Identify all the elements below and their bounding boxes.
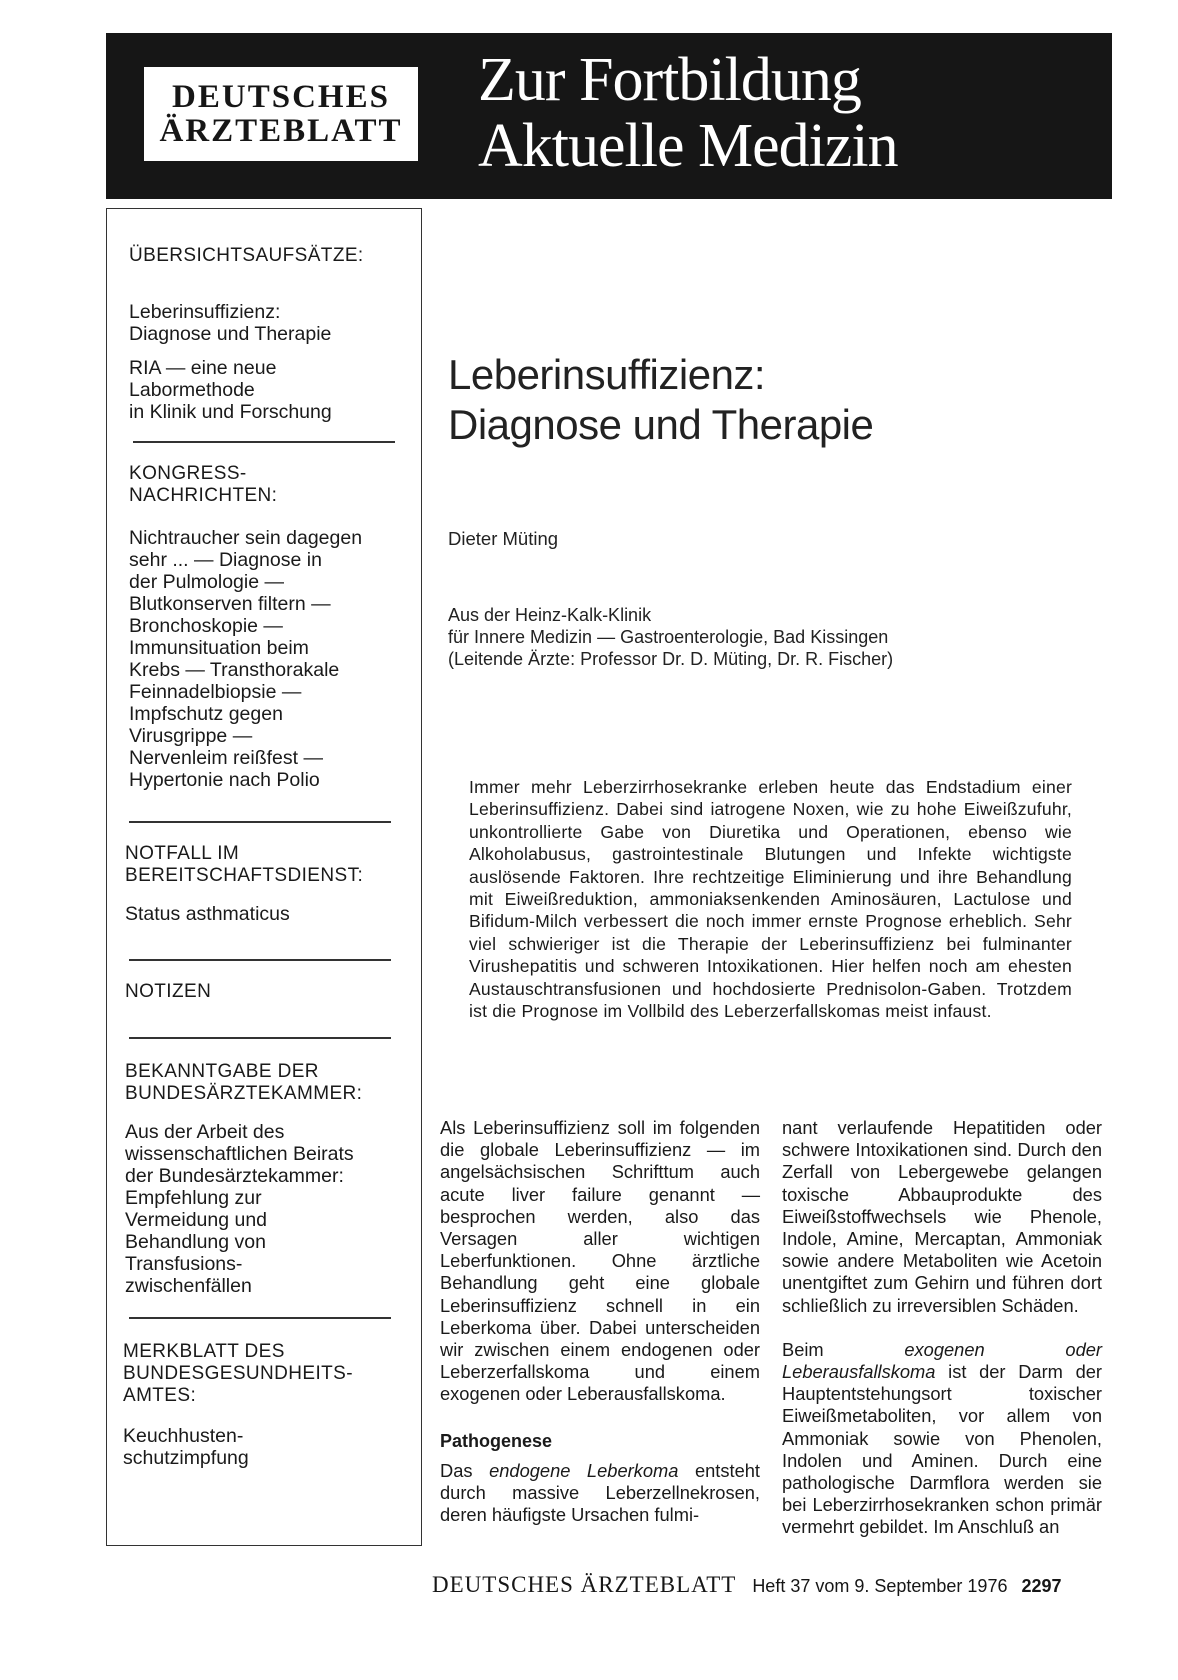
sidebar-item-leberinsuffizienz[interactable]: Leberinsuffizienz: Diagnose und Therapie (129, 301, 332, 345)
footer-journal-name: DEUTSCHES ÄRZTEBLATT (432, 1572, 737, 1597)
sidebar-heading-chamber: BEKANNTGABE DER BUNDESÄRZTEKAMMER: (125, 1061, 363, 1104)
footer-issue: Heft 37 vom 9. September 1976 (752, 1576, 1008, 1596)
sidebar-item-status-asthmaticus[interactable]: Status asthmaticus (125, 903, 290, 925)
journal-logo (140, 63, 422, 165)
sidebar-heading-health-office: MERKBLATT DES BUNDESGESUNDHEITS- AMTES: (123, 1341, 353, 1406)
article-author: Dieter Müting (448, 528, 559, 549)
sidebar-item-pertussis[interactable]: Keuchhusten- schutzimpfung (123, 1425, 249, 1469)
article-abstract: Immer mehr Leberzirrhosekranke erleben heute das Endstadium einer Leberinsuffizienz. Dabei sind iatrogene Noxen, wie zu hohe Eiweißzufuhr, unkontrollierte Gabe von Diuretika und Operationen, ebenso wie Alkoholabusus, gastrointestinale Blutungen und Infekte wichtigste auslösende Faktoren. Ihre rechtzeitige Eliminierung und ihre Behandlung mit Eiweißreduktion, ammoniaksenkenden Aminosäuren, Lactulose und Bifidum-Milch verbessert die noch immer ernste Prognose erheblich. Sehr viel schwieriger ist die Therapie der Leberinsuffizienz bei fulminanter Virushepatitis und schweren Intoxikationen. Hier helfen noch am ehesten Austauschtransfusionen und hochdosierte Prednisolon-Gaben. Trotzdem ist die Prognose im Vollbild des Leberzerfallskomas meist infaust. (469, 777, 1072, 1022)
sidebar-divider (129, 959, 391, 961)
sidebar-divider (129, 1317, 391, 1319)
body-paragraph: Beim exogenen oder Leberausfallskoma ist der Darm der Hauptentstehungsort toxischer Eiweißmetaboliten, vor allem von Ammoniak sowie von Phenolen, Indolen und Aminen. Durch eine pathologische Darmflora werden sie bei Leberzirrhosekranken schon primär vermehrt gebildet. Im Anschluß an (782, 1338, 1102, 1538)
sidebar-heading-overview: ÜBERSICHTSAUFSÄTZE: (129, 245, 364, 266)
sidebar-item-congress-news[interactable]: Nichtraucher sein dagegen sehr ... — Diagnose in der Pulmologie — Blutkonserven filtern — Bronchoskopie — Immunsituation beim Krebs — Transthorakale Feinnadelbiopsie — Impfschutz gegen Virusgrippe — Nervenleim reißfest — Hypertonie nach Polio (129, 527, 363, 791)
sidebar-divider (129, 1037, 391, 1039)
sidebar-heading-emergency: NOTFALL IM BEREITSCHAFTSDIENST: (125, 843, 364, 886)
article-title: Leberinsuffizienz: Diagnose und Therapie (448, 351, 874, 448)
sidebar-divider (133, 441, 395, 443)
sidebar-heading-notes[interactable]: NOTIZEN (125, 981, 212, 1002)
sidebar-item-chamber-notice[interactable]: Aus der Arbeit des wissenschaftlichen Beirats der Bundesärztekammer: Empfehlung zur Vermeidung und Behandlung von Transfusions- zwischenfällen (125, 1121, 354, 1297)
page-footer (432, 1572, 1102, 1598)
sidebar-divider (129, 821, 391, 823)
article-affiliation: Aus der Heinz-Kalk-Klinik für Innere Medizin — Gastroenterologie, Bad Kissingen (Leitende Ärzte: Professor Dr. D. Müting, Dr. R. Fischer) (448, 605, 894, 669)
body-paragraph: Das endogene Leberkoma entsteht durch massive Leberzellnekrosen, deren häufigste Ursachen fulmi- (440, 1459, 760, 1526)
logo-line-2: ÄRZTEBLATT (159, 113, 403, 149)
footer-page-number: 2297 (1021, 1576, 1062, 1596)
subheading-pathogenese: Pathogenese (440, 1430, 553, 1451)
section-title-line-2: Aktuelle Medizin (478, 112, 898, 180)
sidebar-heading-congress: KONGRESS- NACHRICHTEN: (129, 463, 278, 506)
contents-sidebar (106, 208, 422, 1546)
body-column-left (440, 1117, 760, 1526)
body-paragraph: nant verlaufende Hepatitiden oder schwere Intoxikationen sind. Durch den Zerfall von Lebergewebe gelangen toxische Abbauprodukte des Eiweißstoffwechsels wie Phenole, Indole, Amine, Mercaptan, Ammoniak sowie andere Metaboliten wie Acetoin unentgiftet zum Gehirn und führen dort schließlich zu irreversiblen Schäden. (782, 1117, 1102, 1316)
section-title-line-1: Zur Fortbildung (478, 46, 861, 114)
logo-line-1: DEUTSCHES (172, 79, 390, 115)
section-title (478, 47, 898, 179)
sidebar-item-ria[interactable]: RIA — eine neue Labormethode in Klinik und Forschung (129, 357, 332, 423)
body-paragraph: Als Leberinsuffizienz soll im folgenden die globale Leberinsuffizienz — im angelsächsischen Schrifttum auch acute liver failure genannt — besprochen werden, also das Versagen aller wichtigen Leberfunktionen. Ohne ärztliche Behandlung geht eine globale Leberinsuffizienz schnell in ein Leberkoma über. Dabei unterscheiden wir zwischen einem endogenen oder Leberzerfallskoma und einem exogenen oder Leberausfallskoma. (440, 1117, 760, 1405)
body-column-right (782, 1117, 1102, 1539)
header-banner (106, 33, 1112, 199)
